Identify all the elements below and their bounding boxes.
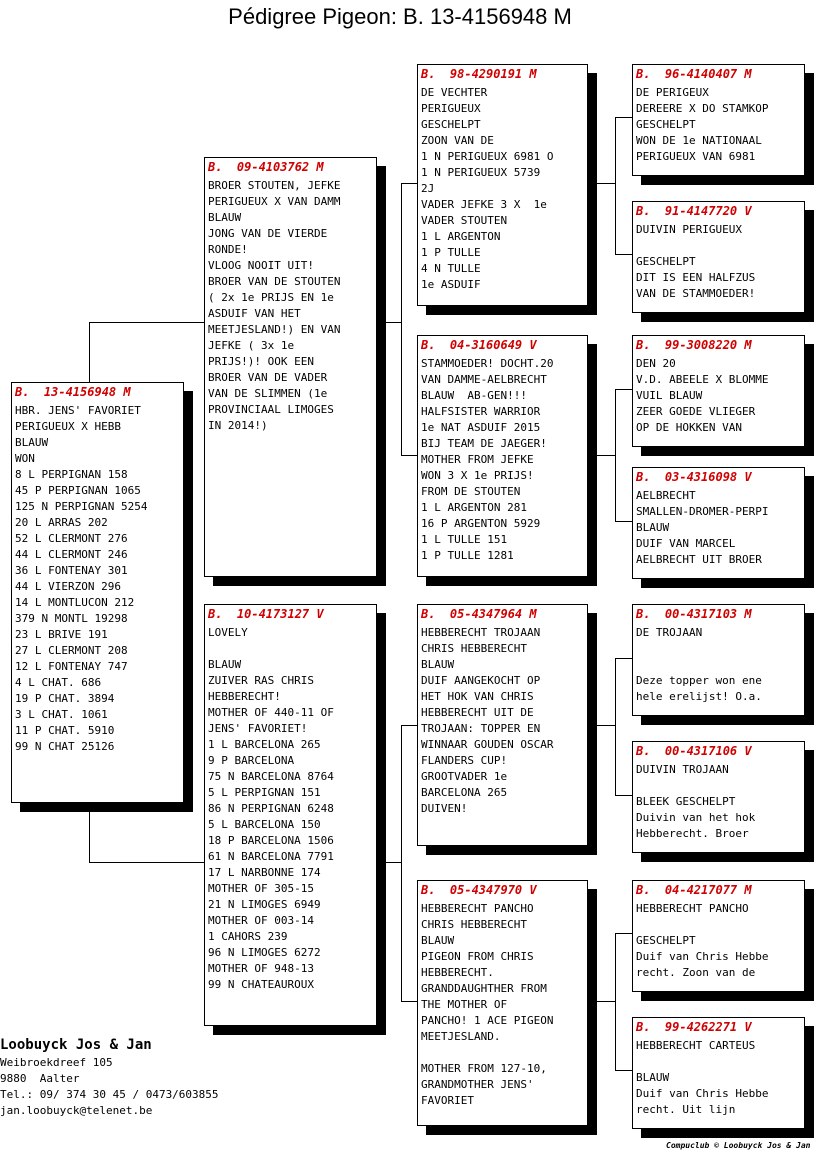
pigeon-info-line: LOVELY [208,626,248,639]
pigeon-info-line: DEREERE X DO STAMKOP [636,102,769,115]
pigeon-info-line: 44 L CLERMONT 246 [15,548,128,561]
connector-line [401,183,417,184]
pigeon-info-line [208,641,373,657]
pigeon-info-line: FROM DE STOUTEN [421,485,521,498]
pigeon-info-line: 45 P PERPIGNAN 1065 [15,484,141,497]
pigeon-info-line: STAMMOEDER! DOCHT.20 [421,357,554,370]
connector-line [588,1001,615,1002]
pigeon-info-line: 1 N PERIGUEUX 5739 [421,166,541,179]
pigeon-info-line: WON 3 X 1e PRIJS! [421,469,534,482]
pigeon-info-line: 1 CAHORS 239 [208,930,288,943]
pigeon-info-line: 96 N LIMOGES 6272 [208,946,321,959]
pigeon-info-line: 19 P CHAT. 3894 [15,692,115,705]
pigeon-info [636,356,801,436]
pigeon-ring-number: B. 05-4347964 M [421,607,537,621]
pigeon-info [208,625,373,993]
pigeon-info-line: MOTHER OF 003-14 [208,914,314,927]
pigeon-info [636,488,801,568]
pigeon-info-line: HEBBERECHT PANCHO [421,902,534,915]
pigeon-info [421,625,584,817]
pigeon-info-line: PERIGUEUX X HEBB [15,420,121,433]
pigeon-info-line: GRANDMOTHER JENS' [421,1078,534,1091]
pigeon-info-line: ZUIVER RAS CHRIS [208,674,314,687]
pigeon-info-line: 1 L BARCELONA 265 [208,738,321,751]
connector-line [377,322,401,323]
pigeon-info-line: 1 L TULLE 151 [421,533,508,546]
pigeon-info-line: THE MOTHER OF [421,998,508,1011]
pigeon-box-sire-dam [417,335,588,577]
pigeon-info-line: BLEEK GESCHELPT [636,795,736,808]
owner-address: Weibroekdreef 105 [0,1056,113,1069]
pigeon-info-line: 4 L CHAT. 686 [15,676,102,689]
pigeon-info-line: BLAUW [15,436,49,449]
pigeon-ring-number: B. 96-4140407 M [636,67,752,81]
owner-phone: Tel.: 09/ 374 30 45 / 0473/603855 [0,1088,219,1101]
pigeon-info-line: 21 N LIMOGES 6949 [208,898,321,911]
pigeon-info-line: ASDUIF VAN HET [208,307,301,320]
owner-name: Loobuyck Jos & Jan [0,1037,152,1053]
pigeon-info-line: VLOOG NOOIT UIT! [208,259,314,272]
pigeon-info-line: BLAUW [208,211,242,224]
pigeon-box-sire-dam-sire [632,335,805,447]
pigeon-info-line: AELBRECHT UIT BROER [636,553,762,566]
pigeon-info-line: FLANDERS CUP! [421,754,508,767]
pigeon-ring-number: B. 99-3008220 M [636,338,752,352]
connector-line [89,803,90,863]
pigeon-info-line: Duif van Chris Hebbe [636,1087,769,1100]
pigeon-info-line: 125 N PERPIGNAN 5254 [15,500,148,513]
pigeon-info-line: PERIGUEUX VAN 6981 [636,150,756,163]
owner-email: jan.loobuyck@telenet.be [0,1104,153,1117]
pigeon-info-line: JONG VAN DE VIERDE [208,227,328,240]
pigeon-info-line: 61 N BARCELONA 7791 [208,850,334,863]
pigeon-box-dam-sire [417,604,588,846]
pigeon-info-line: HEBBERECHT. [421,966,494,979]
pigeon-info-line: DUIF VAN MARCEL [636,537,736,550]
pigeon-ring-number: B. 00-4317106 V [636,744,752,758]
connector-line [615,389,632,390]
pigeon-info-line: 75 N BARCELONA 8764 [208,770,334,783]
pigeon-info-line: MEETJESLAND!) EN VAN [208,323,341,336]
pigeon-box-dam-dam-sire [632,880,805,992]
connector-line [377,862,401,863]
pigeon-info-line: OP DE HOKKEN VAN [636,421,742,434]
pigeon-info [636,901,801,981]
connector-line [615,521,632,522]
connector-line [615,795,632,796]
pigeon-info-line: VADER STOUTEN [421,214,508,227]
pigeon-box-dam-dam [417,880,588,1126]
pigeon-info-line: GRANDDAUGHTHER FROM [421,982,547,995]
pigeon-info-line: 20 L ARRAS 202 [15,516,108,529]
pigeon-box-sire-sire-sire [632,64,805,176]
pigeon-ring-number: B. 04-3160649 V [421,338,537,352]
pigeon-info-line: DE TROJAAN [636,626,703,639]
pigeon-info-line: MOTHER FROM 127-10, [421,1062,547,1075]
pigeon-info-line: 1e ASDUIF [421,278,481,291]
pigeon-info-line: DUIVIN TROJAAN [636,763,729,776]
connector-line [588,725,615,726]
pigeon-info-line: MOTHER OF 948-13 [208,962,314,975]
pigeon-ring-number: B. 98-4290191 M [421,67,537,81]
pigeon-info-line: SMALLEN-DROMER-PERPI [636,505,769,518]
pigeon-info-line: JEFKE ( 3x 1e [208,339,295,352]
pigeon-info-line: MOTHER OF 440-11 OF [208,706,334,719]
pigeon-info-line: 36 L FONTENAY 301 [15,564,128,577]
pigeon-info-line: 17 L NARBONNE 174 [208,866,321,879]
pigeon-box-dam-sire-sire [632,604,805,716]
pigeon-box-subject [11,382,184,803]
pigeon-info [208,178,373,434]
connector-line [615,389,616,522]
pigeon-info-line: CHRIS HEBBERECHT [421,918,527,931]
pigeon-info-line: DUIF AANGEKOCHT OP [421,674,541,687]
pigeon-info-line: 1 P TULLE [421,246,481,259]
pigeon-info-line: ZOON VAN DE [421,134,494,147]
pigeon-info-line: 23 L BRIVE 191 [15,628,108,641]
pigeon-ring-number: B. 13-4156948 M [15,385,131,399]
pigeon-info-line: HBR. JENS' FAVORIET [15,404,141,417]
pigeon-info-line: DE VECHTER [421,86,488,99]
pigeon-info-line: DUIVEN! [421,802,468,815]
pigeon-info-line: VAN DAMME-AELBRECHT [421,373,547,386]
pigeon-info-line: 8 L PERPIGNAN 158 [15,468,128,481]
pigeon-info-line: V.D. ABEELE X BLOMME [636,373,769,386]
pigeon-info-line: 3 L CHAT. 1061 [15,708,108,721]
pigeon-info-line: BROER VAN DE STOUTEN [208,275,341,288]
pigeon-info-line: BARCELONA 265 [421,786,508,799]
footer-credit: Compuclub © Loobuyck Jos & Jan [666,1141,811,1150]
pigeon-info-line: PANCHO! 1 ACE PIGEON [421,1014,554,1027]
pigeon-info-line: PRIJS!)! OOK EEN [208,355,314,368]
connector-line [89,862,204,863]
pigeon-info-line: JENS' FAVORIET! [208,722,308,735]
pigeon-info-line: PERIGUEUX X VAN DAMM [208,195,341,208]
pigeon-ring-number: B. 91-4147720 V [636,204,752,218]
pigeon-info [636,625,801,705]
pigeon-info-line: AELBRECHT [636,489,696,502]
owner-info [0,1035,219,1119]
pigeon-info-line: VADER JEFKE 3 X 1e [421,198,547,211]
pigeon-info-line: IN 2014!) [208,419,268,432]
pigeon-info-line: 1 L ARGENTON 281 [421,501,527,514]
connector-line [615,658,616,796]
pigeon-info-line: DEN 20 [636,357,676,370]
pigeon-info-line: BLAUW [208,658,242,671]
pigeon-info-line [636,641,801,657]
pigeon-info-line: PERIGUEUX [421,102,481,115]
pigeon-info-line: WON [15,452,35,465]
pigeon-info-line: 52 L CLERMONT 276 [15,532,128,545]
pigeon-info [636,1038,801,1118]
pigeon-info-line: 1 L ARGENTON [421,230,501,243]
pigeon-info-line: HEBBERECHT PANCHO [636,902,749,915]
pigeon-info-line: CHRIS HEBBERECHT [421,642,527,655]
pigeon-box-sire-sire [417,64,588,306]
pigeon-info-line: 16 P ARGENTON 5929 [421,517,541,530]
pigeon-info-line: Hebberecht. Broer [636,827,749,840]
pigeon-ring-number: B. 10-4173127 V [208,607,324,621]
pigeon-info-line: HEBBERECHT CARTEUS [636,1039,756,1052]
pigeon-info-line: HEBBERECHT! [208,690,281,703]
pigeon-info-line: PROVINCIAAL LIMOGES [208,403,334,416]
pigeon-info-line: VAN DE STAMMOEDER! [636,287,756,300]
pigeon-info-line: BLAUW AB-GEN!!! [421,389,527,402]
pigeon-info-line: GESCHELPT [636,934,696,947]
page-title: Pédigree Pigeon: B. 13-4156948 M [228,4,572,29]
pigeon-info-line: DIT IS EEN HALFZUS [636,271,756,284]
pigeon-info-line: 1 P TULLE 1281 [421,549,514,562]
pigeon-info-line: HEBBERECHT TROJAAN [421,626,541,639]
pigeon-info-line: BLAUW [421,658,455,671]
connector-line [615,933,632,934]
pigeon-info-line [421,1045,584,1061]
connector-line [615,658,632,659]
pigeon-info-line: WON DE 1e NATIONAAL [636,134,762,147]
pigeon-info-line: WINNAAR GOUDEN OSCAR [421,738,554,751]
pigeon-ring-number: B. 05-4347970 V [421,883,537,897]
pigeon-info-line: 5 L BARCELONA 150 [208,818,321,831]
pigeon-info-line: Deze topper won ene [636,674,762,687]
pigeon-info-line: HET HOK VAN CHRIS [421,690,534,703]
pigeon-info-line: BLAUW [636,1071,670,1084]
connector-line [89,322,204,323]
pigeon-box-sire-sire-dam [632,201,805,313]
pigeon-info-line: GROOTVADER 1e [421,770,508,783]
pigeon-info-line: FAVORIET [421,1094,474,1107]
connector-line [615,1070,632,1071]
pigeon-info-line: BLAUW [421,934,455,947]
pigeon-info-line: MOTHER OF 305-15 [208,882,314,895]
pigeon-info [15,403,180,755]
pigeon-info-line: DE PERIGEUX [636,86,709,99]
connector-line [401,725,402,1001]
pigeon-info-line: MOTHER FROM JEFKE [421,453,534,466]
pigeon-info-line [636,238,801,254]
pigeon-info-line: 4 N TULLE [421,262,481,275]
pigeon-info-line: PIGEON FROM CHRIS [421,950,534,963]
pigeon-info-line: HEBBERECHT UIT DE [421,706,534,719]
pigeon-info-line: 9 P BARCELONA [208,754,295,767]
pigeon-info-line: GESCHELPT [636,118,696,131]
pigeon-info [636,222,801,302]
connector-line [401,455,417,456]
pigeon-info-line: Duif van Chris Hebbe [636,950,769,963]
pigeon-info-line: 27 L CLERMONT 208 [15,644,128,657]
connector-line [588,455,615,456]
pigeon-info-line: 12 L FONTENAY 747 [15,660,128,673]
connector-line [615,117,616,255]
pigeon-info-line: Duivin van het hok [636,811,756,824]
pigeon-info [636,85,801,165]
connector-line [401,1001,417,1002]
pigeon-ring-number: B. 00-4317103 M [636,607,752,621]
pigeon-info-line: recht. Zoon van de [636,966,756,979]
pigeon-info [421,901,584,1109]
connector-line [401,725,417,726]
pigeon-info-line: 14 L MONTLUCON 212 [15,596,135,609]
pigeon-info-line: ZEER GOEDE VLIEGER [636,405,756,418]
pigeon-info-line [636,657,801,673]
pigeon-info-line [636,778,801,794]
pigeon-info-line: MEETJESLAND. [421,1030,501,1043]
pigeon-info-line: BROER STOUTEN, JEFKE [208,179,341,192]
pigeon-ring-number: B. 09-4103762 M [208,160,324,174]
connector-line [588,183,615,184]
pigeon-info-line: hele erelijst! O.a. [636,690,762,703]
pigeon-box-dam [204,604,377,1026]
pigeon-box-dam-dam-dam [632,1017,805,1129]
connector-line [615,117,632,118]
connector-line [615,254,632,255]
pigeon-ring-number: B. 03-4316098 V [636,470,752,484]
pigeon-info-line: GESCHELPT [636,255,696,268]
pigeon-info-line: 99 N CHAT 25126 [15,740,115,753]
pigeon-info-line: GESCHELPT [421,118,481,131]
pigeon-info-line: ( 2x 1e PRIJS EN 1e [208,291,334,304]
pigeon-info-line: 2J [421,182,435,195]
pigeon-info-line: 1 N PERIGUEUX 6981 O [421,150,554,163]
pigeon-info-line: 1e NAT ASDUIF 2015 [421,421,541,434]
pigeon-info-line: recht. Uit lijn [636,1103,736,1116]
pigeon-info-line: VUIL BLAUW [636,389,703,402]
pigeon-info-line: DUIVIN PERIGUEUX [636,223,742,236]
pigeon-info-line: BIJ TEAM DE JAEGER! [421,437,547,450]
pigeon-info-line: RONDE! [208,243,248,256]
pigeon-info-line: 18 P BARCELONA 1506 [208,834,334,847]
pigeon-info-line: 99 N CHATEAUROUX [208,978,314,991]
pigeon-box-sire-dam-dam [632,467,805,579]
pigeon-info-line [636,917,801,933]
connector-line [89,322,90,384]
pigeon-info-line: 379 N MONTL 19298 [15,612,128,625]
connector-line [615,933,616,1071]
pigeon-info [421,85,584,293]
pigeon-info-line: VAN DE SLIMMEN (1e [208,387,328,400]
pigeon-ring-number: B. 99-4262271 V [636,1020,752,1034]
pigeon-info-line: BLAUW [636,521,670,534]
pigeon-box-dam-sire-dam [632,741,805,853]
owner-city: 9880 Aalter [0,1072,80,1085]
pigeon-info-line [636,1054,801,1070]
pigeon-info-line: HALFSISTER WARRIOR [421,405,541,418]
pigeon-info-line: 11 P CHAT. 5910 [15,724,115,737]
pigeon-info-line: TROJAAN: TOPPER EN [421,722,541,735]
pigeon-ring-number: B. 04-4217077 M [636,883,752,897]
pigeon-info [421,356,584,564]
connector-line [401,183,402,455]
pigeon-info-line: 5 L PERPIGNAN 151 [208,786,321,799]
pigeon-info-line: BROER VAN DE VADER [208,371,328,384]
pigeon-info [636,762,801,842]
pigeon-box-sire [204,157,377,577]
pigeon-info-line: 86 N PERPIGNAN 6248 [208,802,334,815]
pigeon-info-line: 44 L VIERZON 296 [15,580,121,593]
